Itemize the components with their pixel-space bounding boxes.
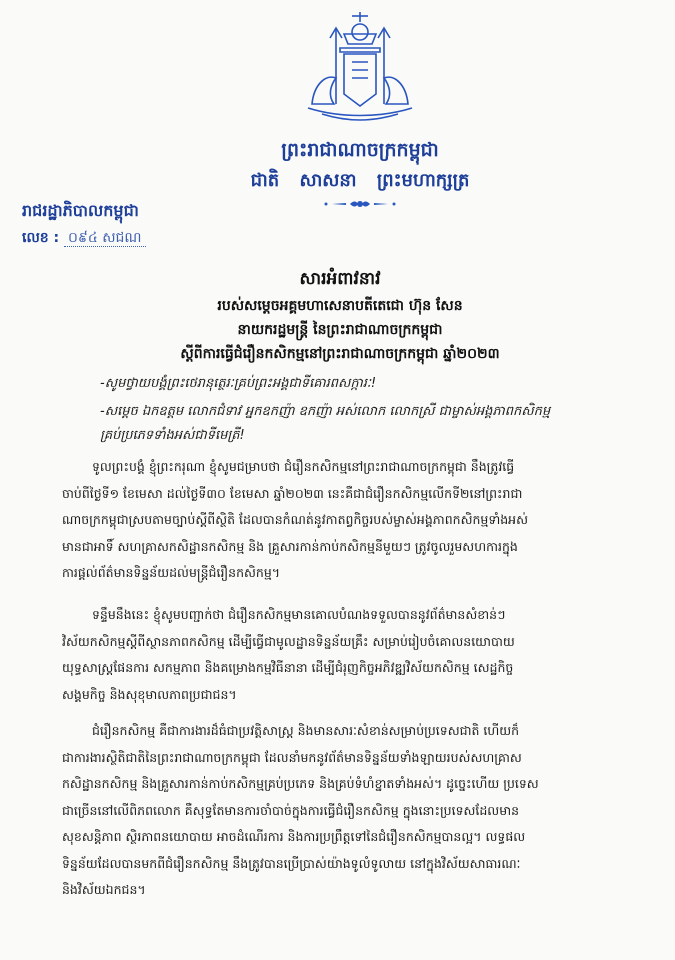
paragraph-line: សុខសន្តិភាព ស្ថិរភាពនយោបាយ អាចដំណើរការ និងការប្រព្រឹត្តទៅនៃជំរឿនកសិកម្មបានល្អ។ លទ្ធផល	[62, 829, 526, 844]
paragraph-line: ចាប់ពីថ្ងៃទី១ ខែមេសា ដល់ថ្ងៃទី៣០ ខែមេសា ឆ្នាំ២០២៣ នេះគឺជាជំរឿនកសិកម្មលើកទី២នៅព្រះរាជា	[62, 485, 523, 501]
paragraph-line: ណាចក្រកម្ពុជាស្របតាមច្បាប់ស្តីពីស្ថិតិ ដែលបានកំណត់នូវកាតព្វកិច្ចរបស់ម្ចាស់អង្គភាពកសិកម្មទាំងអស់	[62, 512, 529, 527]
author-line: របស់សម្តេចអគ្គមហាសេនាបតីតេជោ ហ៊ុន សែន	[217, 298, 463, 314]
reference-line	[22, 228, 146, 249]
paragraph-line: ជាការងារស្ថិតិជាតិនៃព្រះរាជាណាចក្រកម្ពុជា ដែលនាំមកនូវព័ត៌មានទិន្នន័យទាំងឡាយរបស់សហគ្រាស	[62, 749, 522, 765]
paragraph-line: មានជាអាទិ៍ សហគ្រាសកសិដ្ឋានកសិកម្ម និង គ្រួសារកាន់កាប់កសិកម្មនីមួយៗ ត្រូវចូលរួមសហការក្នុង	[62, 538, 518, 554]
paragraph-line: ការផ្តល់ព័ត៌មានទិន្នន័យដល់មន្ត្រីជំរឿនកសិកម្ម។	[62, 565, 281, 580]
subject-line: ស្តីពីការធ្វើជំរឿនកសិកម្មនៅព្រះរាជាណាចក្រកម្ពុជា ឆ្នាំ២០២៣	[180, 346, 500, 362]
kingdom-heading: ព្រះរាជាណាចក្រកម្ពុជា	[281, 139, 439, 161]
salutation-line: គ្រប់ប្រភេទទាំងអស់ជាទីមេត្រី!	[100, 428, 245, 443]
paragraph-line: យុទ្ធសាស្ត្រផែនការ សកម្មភាព និងគម្រោងកម្មវិធីនានា ដើម្បីជំរុញកិច្ចអភិវឌ្ឍវិស័យកសិកម្ម សេដ្ឋកិច្ច	[62, 660, 514, 675]
paragraph-1	[62, 454, 642, 587]
paragraph-line: សង្គមកិច្ច និងសុខុមាលភាពប្រជាជន។	[62, 686, 237, 702]
document-title: សារអំពាវនាវ	[299, 269, 381, 289]
paragraph-line: និងវិស័យឯកជន។	[62, 882, 146, 897]
paragraph-line: ជាច្រើននៅលើពិភពលោក គឺសុទ្ធតែមានការចាំបាច់ក្នុងការធ្វើជំរឿនកសិកម្ម ក្នុងនោះប្រទេសដែលមាន	[62, 802, 520, 818]
ornament-divider-icon	[280, 197, 440, 211]
national-motto: ជាតិ សាសនា ព្រះមហាក្សត្រ	[250, 170, 470, 191]
paragraph-line: កសិដ្ឋានកសិកម្ម និងគ្រួសារកាន់កាប់កសិកម្មគ្រប់ប្រភេទ និងគ្រប់ទំហំខ្នាតទាំងអស់។ ដូច្នេះហើយ ប្រទេស	[62, 776, 539, 791]
salutation-line: -សម្តេច ឯកឧត្តម លោកជំទាវ អ្នកឧកញ៉ា ឧកញ៉ា អស់លោក លោកស្រី ជាម្ចាស់អង្គភាពកសិកម្ម	[100, 404, 551, 419]
salutation-monks: -សូមថ្វាយបង្គំព្រះថេរានុត្ថេរៈគ្រប់ព្រះអង្គជាទីគោរពសក្ការៈ!	[100, 376, 377, 391]
government-name: រាជរដ្ឋាភិបាលកម្ពុជា	[22, 201, 139, 220]
paragraph-line: ទន្ទឹមនឹងនេះ ខ្ញុំសូមបញ្ជាក់ថា ជំរឿនកសិកម្មមានគោលបំណងទទួលបាននូវព័ត៌មានសំខាន់ៗ	[92, 607, 506, 622]
paragraph-3	[62, 718, 642, 904]
paragraph-line: ទូលព្រះបង្គំ ខ្ញុំព្រះករុណា ខ្ញុំសូមជម្រាបថា ជំរឿនកសិកម្មនៅព្រះរាជាណាចក្រកម្ពុជា នឹងត្រូវធ្វើ	[92, 459, 515, 474]
paragraph-2	[62, 602, 642, 708]
salutation-stakeholders	[100, 400, 640, 448]
author-position: នាយករដ្ឋមន្ត្រី នៃព្រះរាជាណាចក្រកម្ពុជា	[237, 322, 443, 338]
paragraph-line: ជំរឿនកសិកម្ម គឺជាការងារដ៏ធំជាប្រវត្តិសាស្ត្រ និងមានសារៈសំខាន់សម្រាប់ប្រទេសជាតិ ហើយក៏	[92, 723, 520, 738]
paragraph-line: វិស័យកសិកម្មស្តីពីស្ថានភាពកសិកម្ម ដើម្បីធ្វើជាមូលដ្ឋានទិន្នន័យគ្រឹះ សម្រាប់រៀបចំគោលនយោបាយ	[62, 633, 515, 649]
paragraph-line: ទិន្នន័យដែលបានមកពីជំរឿនកសិកម្ម នឹងត្រូវបានប្រើប្រាស់យ៉ាងទូលំទូលាយ នៅក្នុងវិស័យសាធារណៈ	[62, 855, 521, 871]
reference-number: ០៩៤ សជណ	[64, 230, 146, 247]
royal-coat-of-arms-icon	[300, 8, 420, 126]
reference-label: លេខ :	[22, 230, 60, 246]
